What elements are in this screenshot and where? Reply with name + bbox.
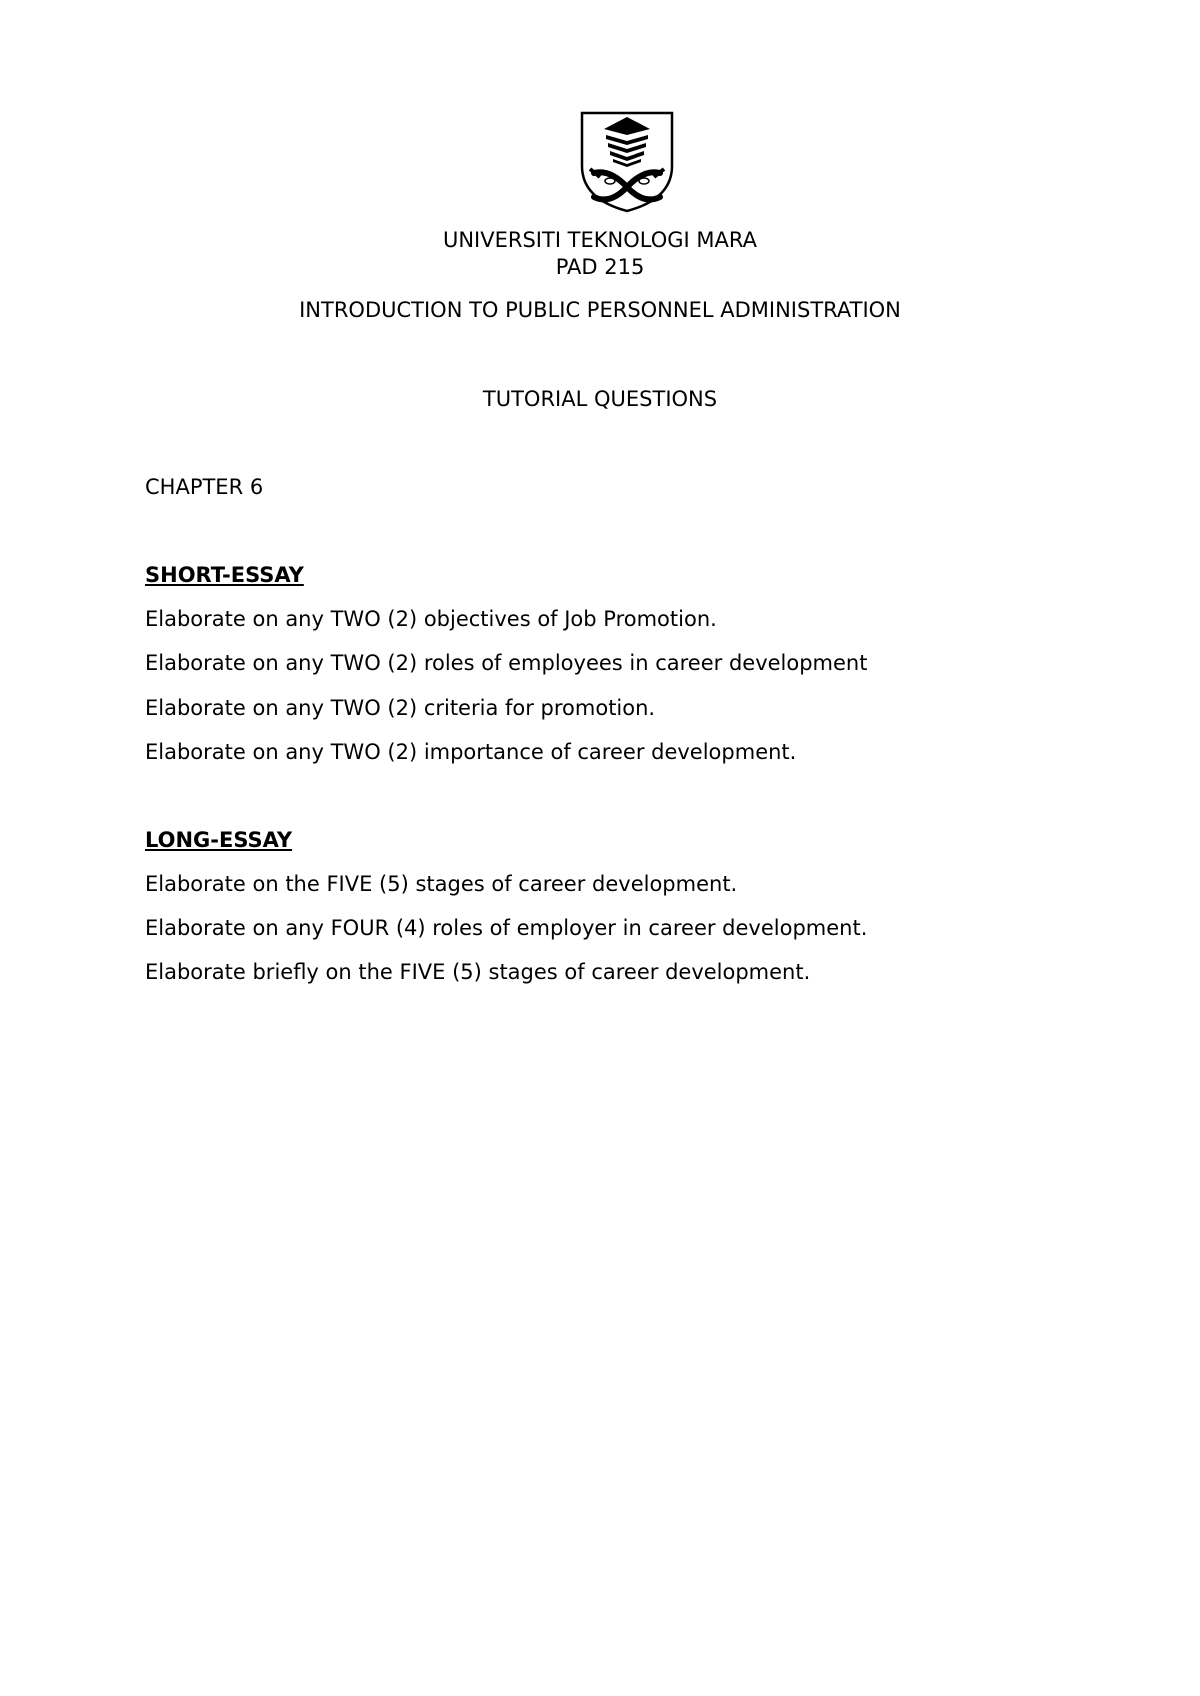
short-essay-heading: SHORT-ESSAY [145, 563, 304, 587]
long-essay-question: Elaborate on any FOUR (4) roles of employer in career development. [145, 916, 868, 940]
short-essay-question: Elaborate on any TWO (2) importance of career development. [145, 740, 797, 764]
long-essay-heading: LONG-ESSAY [145, 828, 293, 852]
short-essay-question: Elaborate on any TWO (2) objectives of Job Promotion. [145, 607, 717, 631]
university-name: UNIVERSITI TEKNOLOGI MARA [442, 228, 758, 252]
short-essay-question: Elaborate on any TWO (2) criteria for promotion. [145, 696, 656, 720]
long-essay-question: Elaborate on the FIVE (5) stages of career development. [145, 872, 738, 896]
long-essay-question: Elaborate briefly on the FIVE (5) stages of career development. [145, 960, 811, 984]
chapter-heading: CHAPTER 6 [145, 475, 264, 499]
document-title: TUTORIAL QUESTIONS [482, 387, 718, 411]
short-essay-question: Elaborate on any TWO (2) roles of employees in career development [145, 651, 868, 675]
course-title: INTRODUCTION TO PUBLIC PERSONNEL ADMINISTRATION [299, 298, 901, 322]
university-crest-logo [580, 111, 674, 213]
course-code: PAD 215 [555, 255, 645, 279]
